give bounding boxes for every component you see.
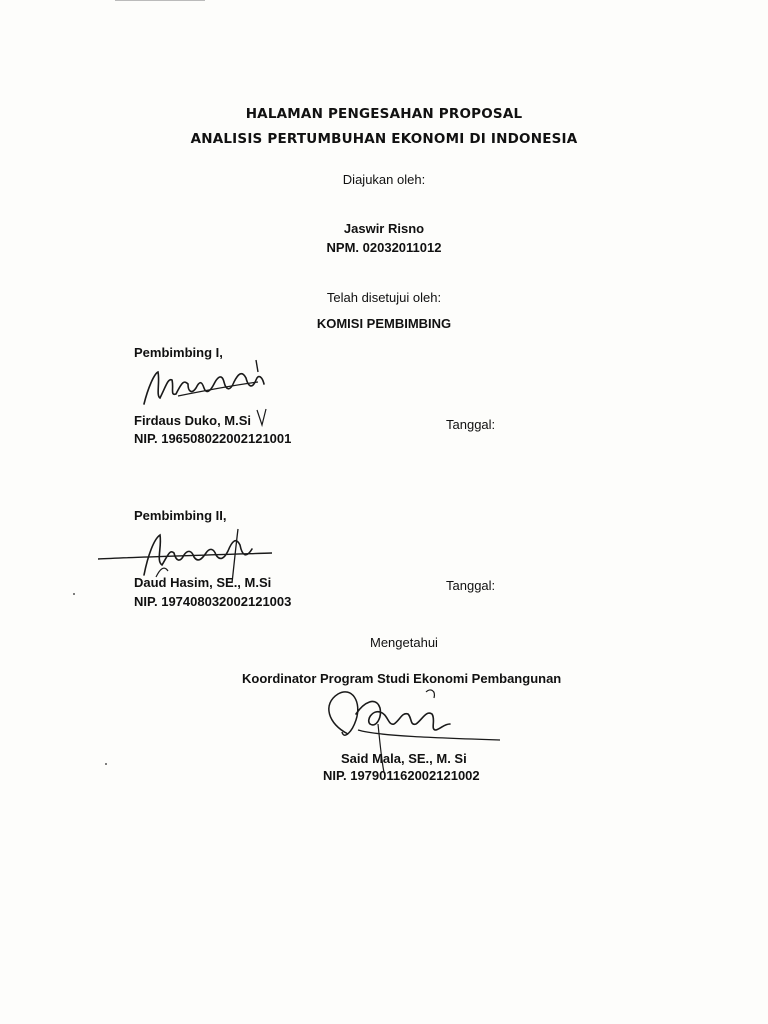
advisor1-nip: NIP. 196508022002121001 xyxy=(134,431,292,446)
coordinator-name: Said Mala, SE., M. Si xyxy=(341,751,467,766)
advisor1-role: Pembimbing I, xyxy=(134,345,223,360)
coordinator-nip: NIP. 197901162002121002 xyxy=(323,768,480,783)
scan-speck xyxy=(73,593,75,595)
advisor1-initial-mark xyxy=(256,408,268,428)
submitted-by-label: Diajukan oleh: xyxy=(342,172,426,187)
advisor2-nip: NIP. 197408032002121003 xyxy=(134,594,292,609)
student-npm: NPM. 02032011012 xyxy=(326,240,442,255)
scan-edge-mark xyxy=(115,0,205,1)
advisor2-role: Pembimbing II, xyxy=(134,508,227,523)
acknowledged-label: Mengetahui xyxy=(370,635,438,650)
student-name: Jaswir Risno xyxy=(343,221,425,236)
coordinator-position: Koordinator Program Studi Ekonomi Pembangunan xyxy=(242,671,562,686)
advisor1-signature xyxy=(138,352,273,414)
advisor2-name: Daud Hasim, SE., M.Si xyxy=(134,575,272,590)
title-line-2: ANALISIS PERTUMBUHAN EKONOMI DI INDONESIA xyxy=(190,131,578,147)
title-line-1: HALAMAN PENGESAHAN PROPOSAL xyxy=(245,106,523,122)
advisor1-date-label: Tanggal: xyxy=(446,417,496,432)
scan-speck xyxy=(105,763,107,765)
advisor1-name: Firdaus Duko, M.Si xyxy=(134,413,252,428)
approved-by-label: Telah disetujui oleh: xyxy=(326,290,442,305)
advisor2-date-label: Tanggal: xyxy=(446,578,496,593)
committee-label: KOMISI PEMBIMBING xyxy=(316,316,452,331)
